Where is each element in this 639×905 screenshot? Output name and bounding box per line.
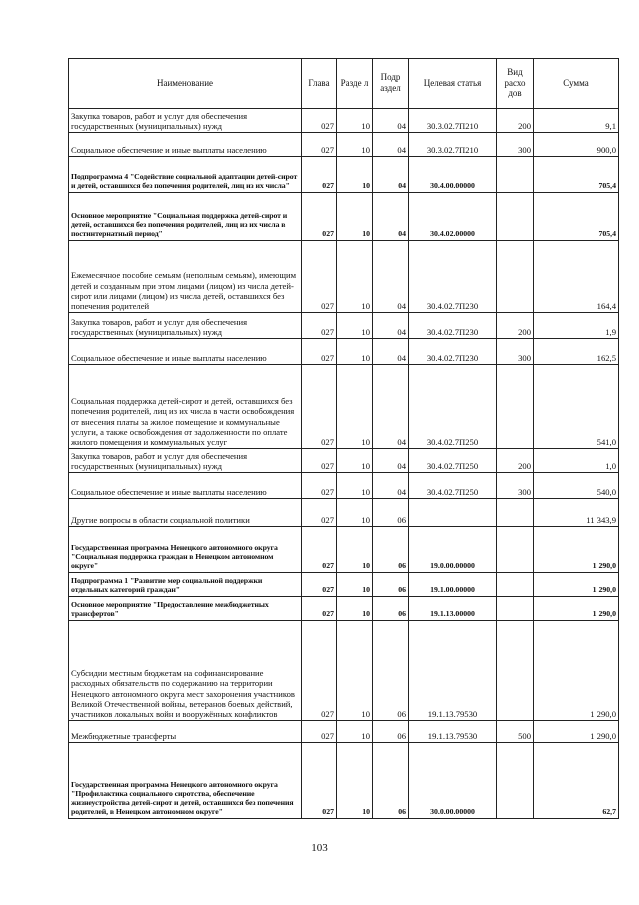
row-summa: 1 290,0	[534, 527, 619, 573]
row-target: 19.0.00.00000	[409, 527, 497, 573]
row-name: Основное мероприятие "Предоставление межбюджетных трансфертов"	[69, 597, 302, 621]
row-target: 19.1.13.79530	[409, 621, 497, 721]
header-razdel: Разде л	[337, 59, 373, 109]
table-row	[69, 573, 619, 597]
table-row	[69, 527, 619, 573]
row-podrazdel: 06	[373, 597, 409, 621]
table-row	[69, 157, 619, 193]
row-vid: 200	[497, 449, 534, 473]
header-podrazdel: Подр аздел	[373, 59, 409, 109]
row-target: 30.4.02.7П230	[409, 241, 497, 313]
row-name: Ежемесячное пособие семьям (неполным семьям), имеющим детей и созданным при этом лицами (лицом) из числа детей-сирот или лицами (лицом) из числа детей, оставшихся без попечения родителей	[69, 241, 302, 313]
row-podrazdel: 04	[373, 365, 409, 449]
row-target: 19.1.13.00000	[409, 597, 497, 621]
row-target: 19.1.13.79530	[409, 721, 497, 743]
row-vid	[497, 193, 534, 241]
row-glava: 027	[302, 449, 337, 473]
row-podrazdel: 04	[373, 473, 409, 499]
row-vid: 500	[497, 721, 534, 743]
row-target: 30.3.02.7П210	[409, 133, 497, 157]
table-row	[69, 109, 619, 133]
row-summa: 705,4	[534, 157, 619, 193]
row-glava: 027	[302, 499, 337, 527]
row-name: Социальное обеспечение и иные выплаты населению	[69, 473, 302, 499]
row-summa: 1,0	[534, 449, 619, 473]
row-summa: 1,9	[534, 313, 619, 339]
row-glava: 027	[302, 157, 337, 193]
row-razdel: 10	[337, 241, 373, 313]
header-glava: Глава	[302, 59, 337, 109]
table-row	[69, 621, 619, 721]
row-name: Подпрограмма 4 "Содействие социальной адаптации детей-сирот и детей, оставшихся без попечения родителей, лиц из их числа"	[69, 157, 302, 193]
row-name: Государственная программа Ненецкого автономного округа "Социальная поддержка граждан в Ненецком автономном округе"	[69, 527, 302, 573]
row-glava: 027	[302, 109, 337, 133]
row-name: Государственная программа Ненецкого автономного округа "Профилактика социального сиротства, обеспечение жизнеустройства детей-сирот и детей, оставшихся без попечения родителей, в Ненецком автономном округе"	[69, 743, 302, 819]
row-razdel: 10	[337, 157, 373, 193]
row-glava: 027	[302, 365, 337, 449]
table-header-row	[69, 59, 619, 109]
row-razdel: 10	[337, 527, 373, 573]
row-target: 30.0.00.00000	[409, 743, 497, 819]
row-glava: 027	[302, 193, 337, 241]
row-vid	[497, 499, 534, 527]
row-glava: 027	[302, 241, 337, 313]
row-name: Основное мероприятие "Социальная поддержка детей-сирот и детей, оставшихся без попечения родителей, лиц из их числа в постинтернатный период"	[69, 193, 302, 241]
row-summa: 1 290,0	[534, 621, 619, 721]
row-podrazdel: 04	[373, 193, 409, 241]
row-target: 30.3.02.7П210	[409, 109, 497, 133]
row-razdel: 10	[337, 573, 373, 597]
row-razdel: 10	[337, 499, 373, 527]
row-name: Подпрограмма 1 "Развитие мер социальной поддержки отдельных категорий граждан"	[69, 573, 302, 597]
row-name: Социальная поддержка детей-сирот и детей, оставшихся без попечения родителей, лиц из их числа в части освобождения от внесения платы за жилое помещение и коммунальные услуги, а также освобождения от задолженности по оплате жилого помещения и коммунальных услуг	[69, 365, 302, 449]
row-vid: 300	[497, 133, 534, 157]
row-target: 30.4.02.7П250	[409, 473, 497, 499]
row-glava: 027	[302, 721, 337, 743]
table-row	[69, 313, 619, 339]
row-razdel: 10	[337, 339, 373, 365]
row-razdel: 10	[337, 449, 373, 473]
header-vid: Вид расхо дов	[497, 59, 534, 109]
table-row	[69, 339, 619, 365]
row-vid	[497, 365, 534, 449]
row-glava: 027	[302, 621, 337, 721]
row-glava: 027	[302, 133, 337, 157]
row-glava: 027	[302, 743, 337, 819]
row-summa: 900,0	[534, 133, 619, 157]
row-razdel: 10	[337, 743, 373, 819]
row-razdel: 10	[337, 597, 373, 621]
row-summa: 705,4	[534, 193, 619, 241]
table-row	[69, 721, 619, 743]
row-razdel: 10	[337, 365, 373, 449]
row-target: 30.4.02.7П250	[409, 365, 497, 449]
row-name: Социальное обеспечение и иные выплаты населению	[69, 133, 302, 157]
row-name: Закупка товаров, работ и услуг для обеспечения государственных (муниципальных) нужд	[69, 109, 302, 133]
row-podrazdel: 06	[373, 573, 409, 597]
row-podrazdel: 06	[373, 743, 409, 819]
row-razdel: 10	[337, 621, 373, 721]
row-podrazdel: 04	[373, 449, 409, 473]
row-target: 30.4.00.00000	[409, 157, 497, 193]
row-glava: 027	[302, 527, 337, 573]
row-podrazdel: 06	[373, 527, 409, 573]
row-vid	[497, 527, 534, 573]
row-name: Другие вопросы в области социальной политики	[69, 499, 302, 527]
row-razdel: 10	[337, 473, 373, 499]
row-vid	[497, 621, 534, 721]
row-summa: 540,0	[534, 473, 619, 499]
row-podrazdel: 06	[373, 499, 409, 527]
row-target: 30.4.02.7П230	[409, 339, 497, 365]
row-target: 30.4.02.00000	[409, 193, 497, 241]
row-vid: 200	[497, 313, 534, 339]
page-number: 103	[311, 842, 328, 854]
row-name: Субсидии местным бюджетам на софинансирование расходных обязательств по содержанию на территории Ненецкого автономного округа мест захоронения участников Великой Отечественной войны, ветеранов боевых действий, участников локальных войн и вооружённых конфликтов	[69, 621, 302, 721]
row-vid: 300	[497, 473, 534, 499]
row-target: 19.1.00.00000	[409, 573, 497, 597]
row-vid	[497, 573, 534, 597]
row-glava: 027	[302, 473, 337, 499]
table-row	[69, 133, 619, 157]
row-name: Закупка товаров, работ и услуг для обеспечения государственных (муниципальных) нужд	[69, 449, 302, 473]
table-row	[69, 473, 619, 499]
row-vid: 300	[497, 339, 534, 365]
row-summa: 1 290,0	[534, 597, 619, 621]
row-glava: 027	[302, 597, 337, 621]
header-name: Наименование	[69, 59, 302, 109]
table-row	[69, 449, 619, 473]
table-row	[69, 193, 619, 241]
header-summa: Сумма	[534, 59, 619, 109]
table-row	[69, 499, 619, 527]
row-glava: 027	[302, 573, 337, 597]
row-razdel: 10	[337, 133, 373, 157]
row-podrazdel: 04	[373, 313, 409, 339]
table-row	[69, 743, 619, 819]
row-summa: 541,0	[534, 365, 619, 449]
row-summa: 164,4	[534, 241, 619, 313]
row-vid	[497, 597, 534, 621]
row-summa: 9,1	[534, 109, 619, 133]
budget-table	[68, 58, 619, 819]
table-row	[69, 597, 619, 621]
row-vid	[497, 241, 534, 313]
row-glava: 027	[302, 339, 337, 365]
row-razdel: 10	[337, 109, 373, 133]
row-podrazdel: 06	[373, 621, 409, 721]
row-target: 30.4.02.7П230	[409, 313, 497, 339]
row-summa: 1 290,0	[534, 721, 619, 743]
row-podrazdel: 06	[373, 721, 409, 743]
row-summa: 1 290,0	[534, 573, 619, 597]
row-target	[409, 499, 497, 527]
row-razdel: 10	[337, 313, 373, 339]
row-name: Закупка товаров, работ и услуг для обеспечения государственных (муниципальных) нужд	[69, 313, 302, 339]
row-podrazdel: 04	[373, 109, 409, 133]
row-target: 30.4.02.7П250	[409, 449, 497, 473]
row-glava: 027	[302, 313, 337, 339]
row-podrazdel: 04	[373, 133, 409, 157]
row-razdel: 10	[337, 193, 373, 241]
row-summa: 162,5	[534, 339, 619, 365]
header-target: Целевая статья	[409, 59, 497, 109]
row-name: Социальное обеспечение и иные выплаты населению	[69, 339, 302, 365]
row-vid	[497, 157, 534, 193]
row-vid: 200	[497, 109, 534, 133]
row-podrazdel: 04	[373, 241, 409, 313]
row-razdel: 10	[337, 721, 373, 743]
row-name: Межбюджетные трансферты	[69, 721, 302, 743]
row-podrazdel: 04	[373, 339, 409, 365]
row-podrazdel: 04	[373, 157, 409, 193]
table-body	[69, 109, 619, 819]
row-vid	[497, 743, 534, 819]
row-summa: 62,7	[534, 743, 619, 819]
table-row	[69, 241, 619, 313]
table-row	[69, 365, 619, 449]
row-summa: 11 343,9	[534, 499, 619, 527]
